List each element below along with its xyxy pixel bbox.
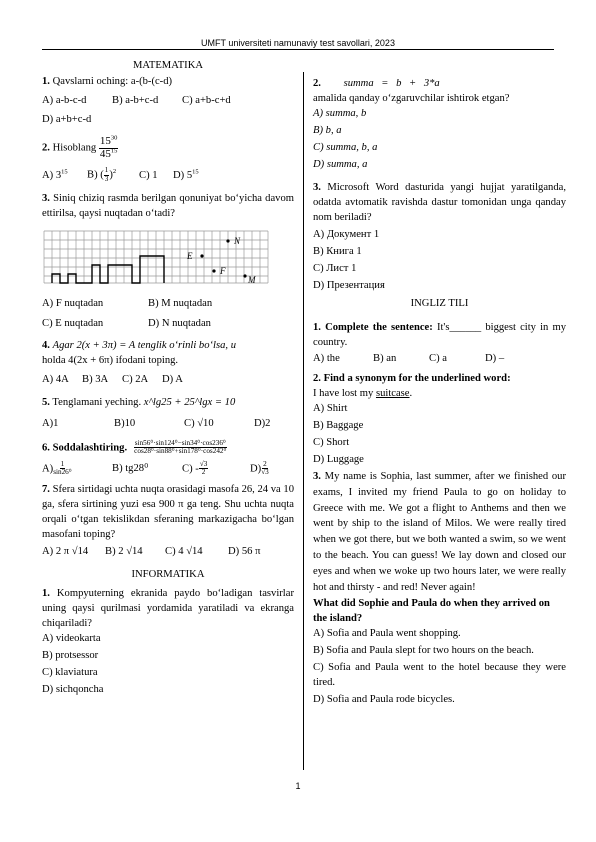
en2-option-a[interactable]: A) Shirt xyxy=(313,402,348,414)
en3-option-d[interactable]: D) Sofia and Paula rode bicycles. xyxy=(313,694,455,706)
right-column xyxy=(313,76,566,707)
q4-option-d[interactable]: D) A xyxy=(162,373,183,385)
q7-options xyxy=(42,544,294,559)
inf1-option-c[interactable]: C) klaviatura xyxy=(42,667,98,679)
q3-label-m: M xyxy=(248,275,256,286)
q2-number: 2. xyxy=(42,142,50,154)
en1-title: Complete the sentence: xyxy=(325,322,433,334)
q5-text: Tenglamani yeching. xyxy=(52,396,142,408)
header-rule xyxy=(42,49,554,50)
q3-point-e xyxy=(200,255,203,258)
inf2-option-c[interactable]: C) summa, b, a xyxy=(313,142,378,154)
q4-number: 4. xyxy=(42,339,50,351)
question-inf-1 xyxy=(42,586,294,631)
q7-option-d[interactable]: D) 56 π xyxy=(228,546,261,558)
q1-option-a[interactable]: A) a-b-c-d xyxy=(42,95,87,107)
en1-text: It's______ biggest city in my country. xyxy=(313,322,567,349)
q3-label-e: E xyxy=(187,251,193,262)
en1-option-d[interactable]: D) – xyxy=(485,352,505,364)
question-en-2 xyxy=(313,371,566,386)
q4-text-1: Agar 2(x + 3π) = A tenglik o‘rinli bo‘lsa, u xyxy=(52,339,237,351)
inf1-option-d[interactable]: D) sichqoncha xyxy=(42,684,104,696)
q3-number: 3. xyxy=(42,193,50,205)
inf2-code: summa = b + 3*a xyxy=(343,78,440,89)
q1-option-d[interactable]: D) a+b+c-d xyxy=(42,114,92,126)
q6-options xyxy=(42,461,294,477)
question-2 xyxy=(42,136,294,160)
q4-option-c[interactable]: C) 2A xyxy=(122,373,149,385)
q7-option-a[interactable]: A) 2 π √14 xyxy=(42,546,89,558)
q2-option-b[interactable]: B) ( $\frac{1}{3}$ )$^2$ xyxy=(87,166,117,183)
q3-options-row1 xyxy=(42,296,294,311)
q1-text: Qavslarni oching: a-(b-(c-d) xyxy=(52,76,173,88)
inf3-option-d[interactable]: D) Презентация xyxy=(313,280,385,292)
q2-option-d[interactable]: D) $5^{15}$ xyxy=(173,168,199,181)
question-inf-2 xyxy=(313,76,566,91)
q3-option-d[interactable]: D) N nuqtadan xyxy=(148,318,211,330)
q2-option-c[interactable]: C) 1 xyxy=(139,169,158,181)
q4-text-2: holda 4(2x + 6π) ifodani toping. xyxy=(42,354,179,366)
inf3-option-c[interactable]: C) Лист 1 xyxy=(313,263,357,275)
question-6 xyxy=(42,440,294,456)
inf2-option-b[interactable]: B) b, a xyxy=(313,125,342,137)
q6-number: 6. xyxy=(42,442,50,454)
section-title-math: MATEMATIKA xyxy=(132,60,204,71)
en1-options xyxy=(313,351,566,366)
q2-fraction: $\frac{15^{30}}{45^{15}}$ xyxy=(99,134,118,160)
inf3-number: 3. xyxy=(313,182,321,194)
q3-option-b[interactable]: B) M nuqtadan xyxy=(148,298,213,310)
question-4 xyxy=(42,338,294,368)
inf3-option-b[interactable]: B) Книга 1 xyxy=(313,246,362,258)
q5-equation: x^lg25 + 25^lgx = 10 xyxy=(143,396,236,408)
question-inf-3 xyxy=(313,180,566,225)
inf2-option-a[interactable]: A) summa, b xyxy=(313,108,367,120)
inf3-option-a[interactable]: A) Документ 1 xyxy=(313,229,380,241)
q3-text: Siniq chiziq rasmda berilgan qonuniyat bo‘yicha davom ettirilsa, qaysi nuqtadan o‘tadi? xyxy=(42,193,295,220)
en1-option-c[interactable]: C) a xyxy=(429,352,447,364)
q5-option-a[interactable]: A)1 xyxy=(42,417,59,429)
q4-options xyxy=(42,372,294,387)
en3-number: 3. xyxy=(313,470,321,482)
q4-option-b[interactable]: B) 3A xyxy=(82,373,109,385)
q5-option-b[interactable]: B)10 xyxy=(114,417,136,429)
q1-option-c[interactable]: C) a+b-c+d xyxy=(182,95,231,107)
q3-point-f xyxy=(212,270,215,273)
inf2-option-d[interactable]: D) summa, a xyxy=(313,159,368,171)
en3-option-c[interactable]: C) Sofia and Paula went to the hotel because they were tired. xyxy=(313,661,566,688)
en2-option-c[interactable]: C) Short xyxy=(313,436,350,448)
question-5 xyxy=(42,395,294,410)
q1-options xyxy=(42,93,294,108)
en3-question: What did Sophie and Paula do when they arrived on the island? xyxy=(313,597,550,624)
q4-option-a[interactable]: A) 4A xyxy=(42,373,69,385)
q6-option-c[interactable]: C) - $\frac{√3}{2}$ xyxy=(182,459,208,477)
inf1-text: Kompyuterning ekranida paydo bo‘ladigan tasvirlar uning qaysi qurilmasi yordamida yaratiladi va ekranga chiqariladi? xyxy=(42,588,294,630)
q2-option-a[interactable]: A) $3^{15}$ xyxy=(42,168,68,181)
q5-option-c[interactable]: C) √10 xyxy=(184,417,214,429)
en3-option-a[interactable]: A) Sofia and Paula went shopping. xyxy=(313,627,461,639)
q3-label-f: F xyxy=(220,266,226,277)
q6-fraction: $\frac{\text{sin56⁰·sin124⁰−sin34⁰·cos236⁰}}{\text{cos28⁰·sin88⁰+sin178⁰·cos242⁰}}$ xyxy=(134,438,227,456)
inf2-number: 2. xyxy=(313,78,321,89)
question-3 xyxy=(42,191,294,221)
inf3-text: Microsoft Word dasturida yangi hujjat yaratilganda, odatda avtomatik ravishda dastur tomonidan unga qanday nom beriladi? xyxy=(313,182,566,224)
q7-text: Sfera sirtidagi uchta nuqta orasidagi masofa 26, 24 va 10 ga, sfera sirtining yuzi esa 900 π ga teng. Shu uchta nuqta orqali o‘tgan tekislikdan sferaning markazigacha bo‘lgan masofani toping? xyxy=(42,483,294,540)
q2-text: Hisoblang xyxy=(52,142,97,154)
en2-sentence: I have lost my suitcase. xyxy=(313,387,413,399)
q6-option-d[interactable]: D) $\frac{2}{√3}$ xyxy=(250,459,269,477)
q3-label-n: N xyxy=(234,236,241,247)
q5-options xyxy=(42,416,294,431)
q1-number: 1 xyxy=(42,76,48,88)
column-divider xyxy=(303,72,304,770)
en1-number: 1. xyxy=(313,322,321,334)
q7-option-c[interactable]: C) 4 √14 xyxy=(165,546,203,558)
en2-title: Find a synonym for the underlined word: xyxy=(323,372,511,384)
en1-option-b[interactable]: B) an xyxy=(373,352,397,364)
inf1-option-a[interactable]: A) videokarta xyxy=(42,633,101,645)
en1-option-a[interactable]: A) the xyxy=(313,352,340,364)
en2-option-d[interactable]: D) Luggage xyxy=(313,453,364,465)
question-1: 1. Qavslarni oching: a-(b-(c-d) xyxy=(42,76,173,88)
q3-point-m xyxy=(243,275,246,278)
question-en-3 xyxy=(313,469,566,596)
en3-option-b[interactable]: B) Sofia and Paula slept for two hours on the beach. xyxy=(313,644,534,656)
q3-point-n xyxy=(226,240,229,243)
section-title-english: INGLIZ TILI xyxy=(410,298,469,310)
q7-option-b[interactable]: B) 2 √14 xyxy=(105,546,143,558)
q5-number: 5. xyxy=(42,396,50,408)
q6-option-b[interactable]: B) tg28⁰ xyxy=(112,463,149,475)
q7-number: 7. xyxy=(42,483,50,495)
inf1-number: 1. xyxy=(42,588,50,600)
inf2-text: amalida qanday o‘zgaruvchilar ishtirok etgan? xyxy=(313,93,510,105)
q1-option-b[interactable]: B) a-b+c-d xyxy=(112,95,159,107)
en2-option-b[interactable]: B) Baggage xyxy=(313,419,364,431)
inf1-option-b[interactable]: B) protsessor xyxy=(42,650,99,662)
q3-option-a[interactable]: A) F nuqtadan xyxy=(42,298,104,310)
q3-options-row2 xyxy=(42,316,294,331)
en2-underlined-word: suitcase xyxy=(375,387,410,399)
q2-options xyxy=(42,167,294,183)
section-title-informatics: INFORMATIKA xyxy=(131,569,205,581)
page-header: UMFT universiteti namunaviy test savollari, 2023 xyxy=(201,38,395,48)
page-number: 1 xyxy=(295,781,301,791)
q3-option-c[interactable]: C) E nuqtadan xyxy=(42,318,104,330)
q5-option-d[interactable]: D)2 xyxy=(254,417,271,429)
q3-grid-figure xyxy=(42,229,270,285)
en2-number: 2. xyxy=(313,372,321,384)
q6-text: Soddalashtiring. xyxy=(52,442,128,454)
question-en-1 xyxy=(313,320,566,350)
left-column xyxy=(42,58,294,697)
q6-option-a[interactable]: A) $\frac{1}{\text{sin26⁰}}$ xyxy=(42,459,72,477)
question-7 xyxy=(42,482,294,542)
en3-passage: My name is Sophia, last summer, after we finished our exams, I invited my friend Paula to go on holiday to Greece with me. We got a flight to Anthems and then we went by ship to the island of Milos. We were really tired when we got there, but we both wanted a swim, so we went to the beach. You can guess! We lay down and closed our eyes and when we woke up two hours later, we were really hot and thirsty - and red! Never again! xyxy=(313,470,566,593)
